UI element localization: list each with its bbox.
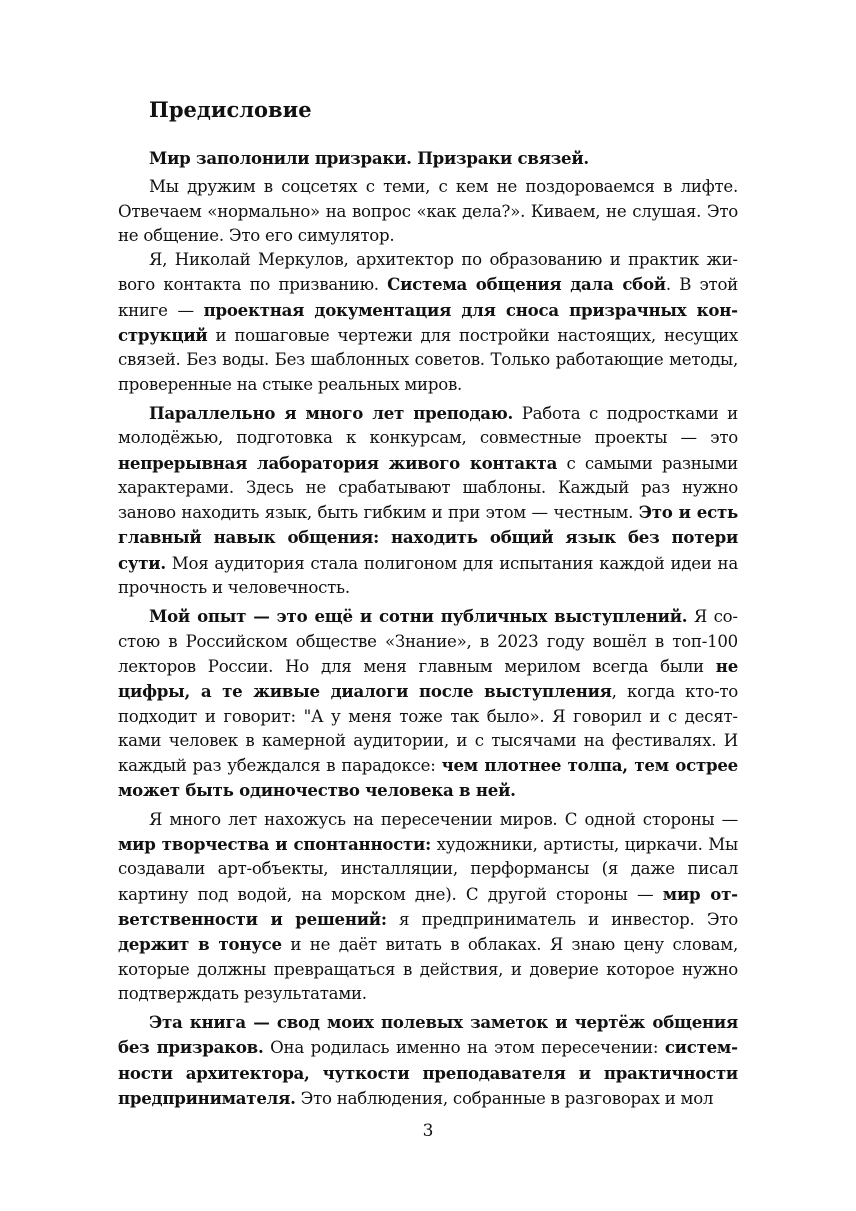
text-run: Работа с подростками и молодёжью, подготовка к конкурсам, совместные проекты — это (118, 403, 738, 448)
text-run: Это наблюдения, собранные в разговорах и мол (295, 1088, 714, 1108)
bold-phrase: Это и есть главный навык общения: находить общий язык без потери сути. (118, 502, 738, 573)
bold-phrase: не цифры, а те живые диалоги после выступления (118, 655, 738, 702)
paragraph-7 (118, 1010, 738, 1111)
paragraph-3 (118, 248, 738, 397)
text-run: Она родилась именно на этом пересечении: (263, 1038, 665, 1058)
paragraph-6 (118, 808, 738, 1006)
bold-phrase: мир творчества и спонтанности: (118, 834, 431, 855)
paragraph-1 (118, 146, 738, 171)
bold-phrase: Мир заполонили призраки. Призраки связей. (149, 148, 589, 168)
text-run: и не даёт витать в облаках. Я знаю цену словам, которые должны превращаться в действия, и доверие которое нужно подтверждать результатами. (118, 935, 738, 1003)
bold-phrase: Эта книга — свод моих полевых заметок и чертёж общения без призраков. (118, 1012, 738, 1058)
paragraph-4 (118, 401, 738, 600)
text-run: и пошаговые чертежи для постройки настоящих, несущих связей. Без воды. Без шаблонных советов. Только работающие методы, проверенные на стыке реальных миров. (118, 326, 738, 394)
paragraph-5 (118, 604, 738, 803)
text-run: Я состою в Российском обществе «Знание», в 2023 году вошёл в топ-100 лекторов России. Но для меня главным мерилом всегда были (118, 607, 738, 676)
bold-phrase: Система общения дала сбой (387, 274, 666, 295)
text-run: . В этой книге — (118, 275, 738, 320)
text-run: с самыми разными характерами. Здесь не срабатывают шаблоны. Каждый раз нужно заново находить язык, быть гибким и при этом — честным. (118, 453, 738, 523)
text-run: художники, артисты, циркачи. Мы создавали арт-объекты, инсталляции, перформансы (я даже писал картину под водой, на морском дне). С другой стороны — (118, 835, 738, 904)
page-number: 3 (422, 1121, 434, 1141)
text-run: я предприниматель и инвестор. Это (386, 909, 738, 929)
book-page (118, 96, 738, 1115)
chapter-heading: Предисловие (149, 97, 312, 122)
bold-phrase: держит в тонусе (118, 934, 282, 955)
bold-phrase: чем плотнее толпа, тем острее может быть одиночество человека в ней. (118, 755, 738, 801)
bold-phrase: мир ответственности и решений: (118, 883, 739, 929)
text-run: , когда кто-то подходит и говорит: "А у меня тоже так было». Я говорил и с десятками человек в камерной аудитории, и с тысячами на фестивалях. И каждый раз убеждался в парадоксе: (118, 682, 738, 776)
text-run: Я много лет нахожусь на пересечении миров. С одной стороны — (149, 809, 738, 829)
bold-phrase: Мой опыт — это ещё и сотни публичных выступлений. (149, 606, 688, 627)
text-run: Мы дружим в соцсетях с теми, с кем не поздороваемся в лифте. Отвечаем «нормально» на вопрос «как дела?». Киваем, не слушая. Это не общение. Это его симулятор. (118, 177, 738, 245)
bold-phrase: системности архитектора, чуткости преподавателя и практичности предпринимателя. (118, 1037, 738, 1108)
bold-phrase: Параллельно я много лет преподаю. (149, 402, 514, 423)
paragraph-2 (118, 175, 738, 248)
bold-phrase: непрерывная лаборатория живого контакта (118, 452, 558, 473)
bold-phrase: проектная документация для сноса призрачных конструкций (118, 299, 738, 346)
text-run: Я, Николай Меркулов, архитектор по образованию и практик живого контакта по призванию. (118, 250, 738, 295)
text-run: Моя аудитория стала полигоном для испытания каждой идеи на прочность и человечность. (118, 553, 738, 598)
